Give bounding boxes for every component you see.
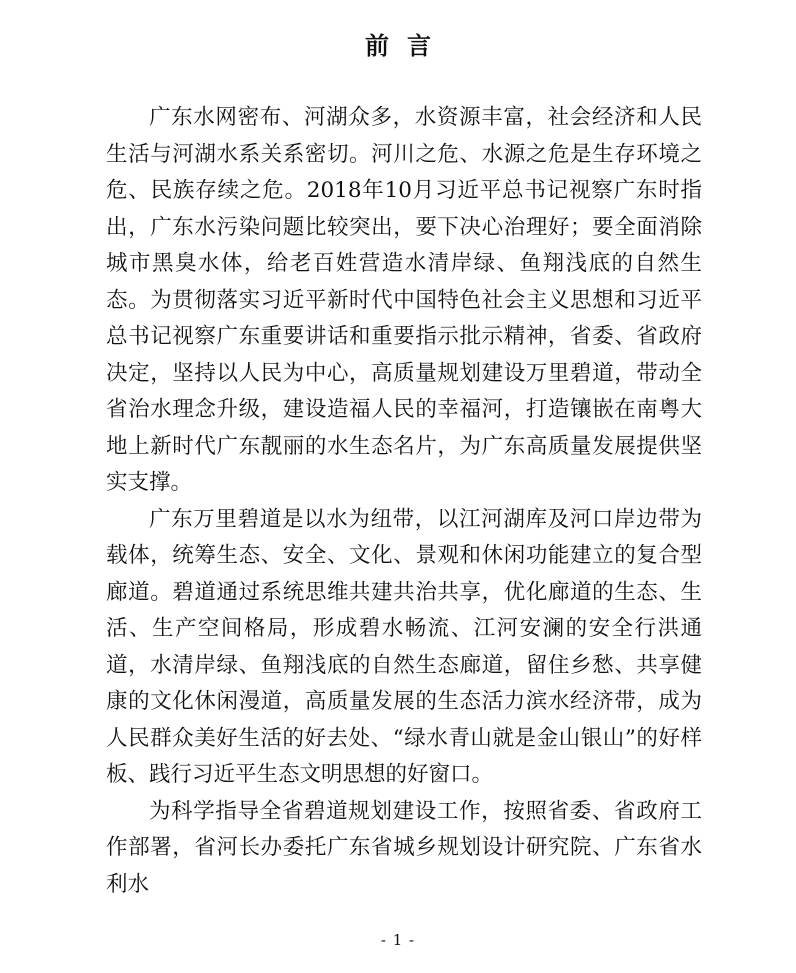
paragraph-2: 广东万里碧道是以水为纽带，以江河湖库及河口岸边带为载体，统筹生态、安全、文化、景观和休闲功能建立的复合型廊道。碧道通过系统思维共建共治共享，优化廊道的生态、生活、生产空间格局，形成碧水畅流、江河安澜的安全行洪通道，水清岸绿、鱼翔浅底的自然生态廊道，留住乡愁、共享健康的文化休闲漫道，高质量发展的生态活力滨水经济带，成为人民群众美好生活的好去处、“绿水青山就是金山银山”的好样板、践行习近平生态文明思想的好窗口。 [106, 506, 702, 787]
paragraph-1: 广东水网密布、河湖众多，水资源丰富，社会经济和人民生活与河湖水系关系密切。河川之危、水源之危是生存环境之危、民族存续之危。2018年10月习近平总书记视察广东时指出，广东水污染问题比较突出，要下决心治理好；要全面消除城市黑臭水体，给老百姓营造水清岸绿、鱼翔浅底的自然生态。为贯彻落实习近平新时代中国特色社会主义思想和习近平总书记视察广东重要讲话和重要指示批示精神，省委、省政府决定，坚持以人民为中心，高质量规划建设万里碧道，带动全省治水理念升级，建设造福人民的幸福河，打造镶嵌在南粤大地上新时代广东靓丽的水生态名片，为广东高质量发展提供坚实支撑。 [106, 105, 702, 495]
paragraph-3: 为科学指导全省碧道规划建设工作，按照省委、省政府工作部署，省河长办委托广东省城乡规划设计研究院、广东省水利水 [106, 798, 702, 897]
body-text [106, 100, 702, 903]
page-title: 前言 [365, 31, 449, 60]
page-number: - 1 - [380, 931, 416, 949]
